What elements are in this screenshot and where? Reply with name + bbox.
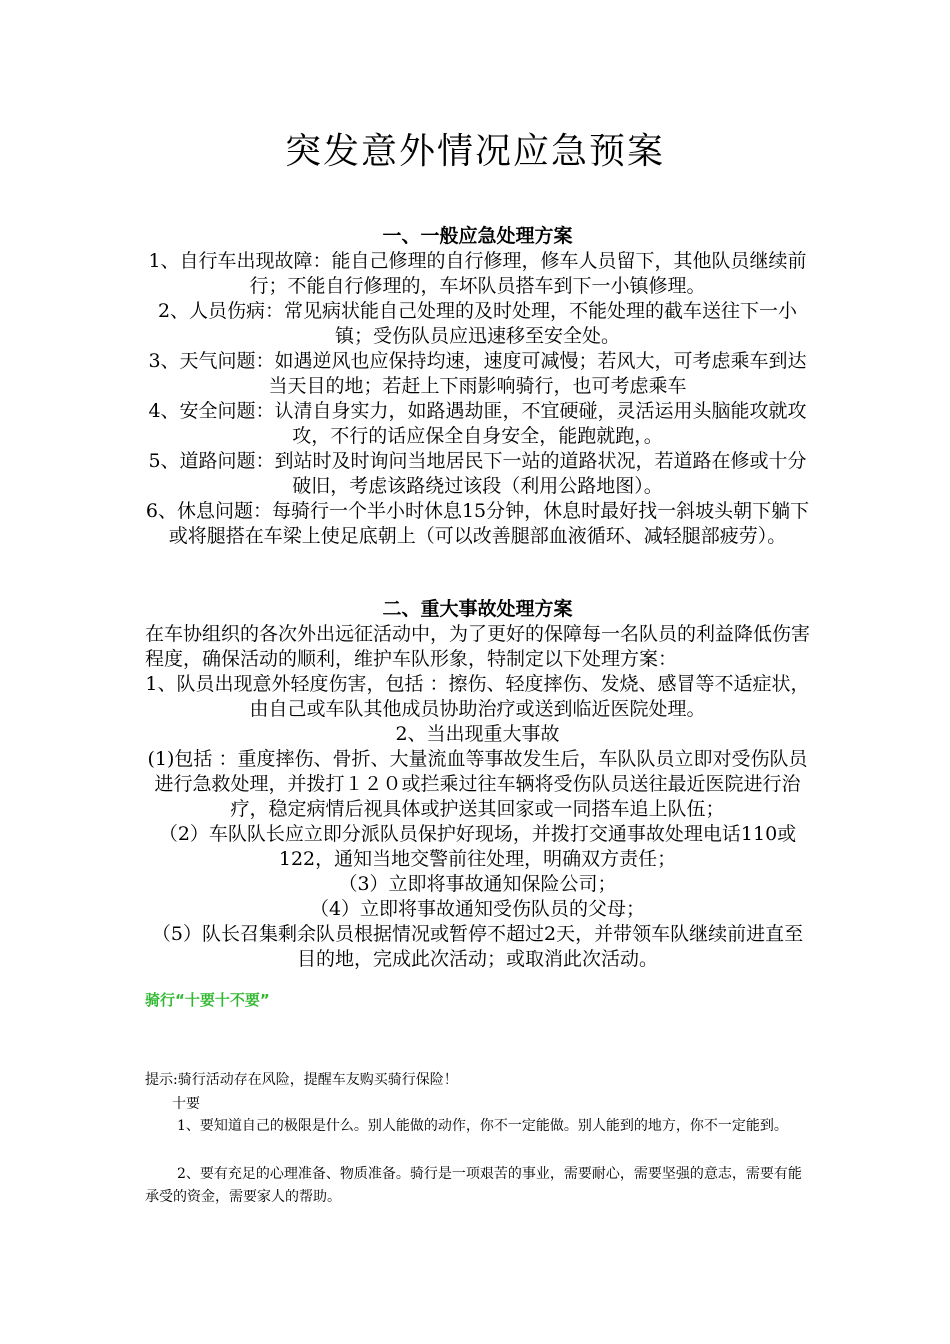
safety-tip: 提示:骑行活动存在风险，提醒车友购买骑行保险！ [145,1072,458,1088]
list-item: （4）立即将事故通知受伤队员的父母； [309,898,646,920]
list-item: 5、道路问题：到站时及时询问当地居民下一站的道路状况，若道路在修或十分破旧，考虑该路绕过该段（利用公路地图）。 [148,450,807,497]
list-item: 1、自行车出现故障：能自己修理的自行修理，修车人员留下，其他队员继续前行；不能自行修理的，车坏队员搭车到下一小镇修理。 [148,250,807,297]
ten-dos-label: 十要 [172,1096,200,1112]
paragraph: 1、要知道自己的极限是什么。别人能做的动作，你不一定能做。别人能到的地方，你不一定能到。 [177,1118,788,1134]
section-major-accident-plan [145,597,810,972]
paragraph: 2、要有充足的心理准备、物质准备。骑行是一项艰苦的事业，需要耐心，需要坚强的意志，需要有能承受的资金，需要家人的帮助。 [145,1166,802,1205]
list-item: 6、休息问题：每骑行一个半小时休息15分钟，休息时最好找一斜坡头朝下躺下或将腿搭在车梁上使足底朝上（可以改善腿部血液循环、减轻腿部疲劳）。 [145,500,810,547]
list-item: 2、人员伤病：常见病状能自己处理的及时处理，不能处理的截车送往下一小镇；受伤队员应迅速移至安全处。 [157,300,798,347]
list-item: (1)包括 ：重度摔伤、骨折、大量流血等事故发生后，车队队员立即对受伤队员进行急救处理，并拨打１２０或拦乘过往车辆将受伤队员送往最近医院进行治疗，稳定病情后视具体或护送其回家或一同搭车追上队伍； [147,748,808,820]
document-title: 突发意外情况应急预案 [284,131,665,172]
list-item: （5）队长召集剩余队员根据情况或暂停不超过2天，并带领车队继续前进直至目的地，完成此次活动；或取消此次活动。 [151,923,804,970]
list-item: 1、队员出现意外轻度伤害，包括 ：擦伤、轻度摔伤、发烧、感冒等不适症状，由自己或车队其他成员协助治疗或送到临近医院处理。 [145,673,810,720]
section-intro: 在车协组织的各次外出远征活动中，为了更好的保障每一名队员的利益降低伤害程度，确保活动的顺利，维护车队形象，特制定以下处理方案： [145,623,811,670]
cycling-rules-heading: 骑行“十要十不要” [145,991,270,1009]
section-heading: 一、一般应急处理方案 [382,225,573,247]
section-general-plan [145,224,810,549]
section-heading: 二、重大事故处理方案 [382,598,573,620]
list-item: （3）立即将事故通知保险公司； [338,873,617,895]
list-item: 4、安全问题：认清自身实力，如路遇劫匪，不宜硬碰，灵活运用头脑能攻就攻攻，不行的话应保全自身安全，能跑就跑，。 [148,400,807,447]
list-item: 3、天气问题：如遇逆风也应保持均速，速度可减慢；若风大，可考虑乘车到达当天目的地；若赶上下雨影响骑行，也可考虑乘车 [148,350,807,397]
list-item: （2）车队队长应立即分派队员保护好现场，并拨打交通事故处理电话110或122，通知当地交警前往处理，明确双方责任； [158,823,797,870]
list-item: 2、当出现重大事故 [395,723,560,745]
